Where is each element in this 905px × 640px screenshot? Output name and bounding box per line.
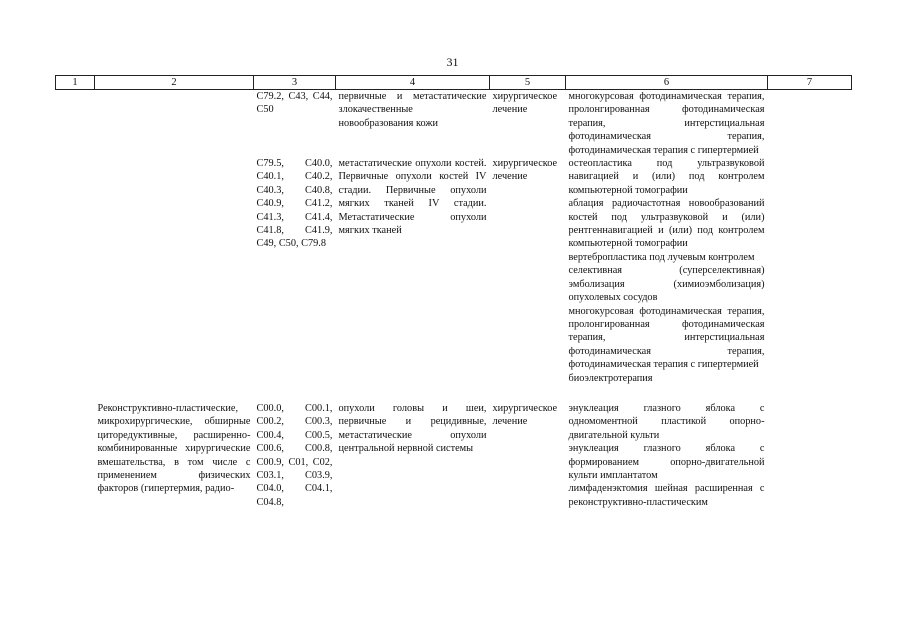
- cell-norm: [768, 90, 852, 158]
- method-line: остеопластика под ультразвуковой навигацией и (или) под контролем компьютерной томографии: [568, 158, 765, 196]
- cell-treatment-method: [566, 90, 768, 158]
- header-col-3: 3: [254, 76, 336, 90]
- header-col-4: 4: [336, 76, 490, 90]
- method-line: селективная (суперселективная) эмболизация (химиоэмболизация) опухолевых сосудов: [568, 265, 765, 304]
- cell-number: [56, 90, 95, 158]
- header-col-7: 7: [768, 76, 852, 90]
- cell-number: [56, 402, 95, 509]
- method-line: вертебропластика под лучевым контролем: [568, 251, 755, 263]
- table-row: [56, 402, 852, 509]
- cell-diagnosis: метастатические опухоли костей. Первичные опухоли костей IV стадии. Первичные опухоли мягких тканей IV стадии. Метастатические опухоли мягких тканей: [338, 158, 487, 237]
- method-line: биоэлектротерапия: [568, 372, 653, 384]
- header-col-1: 1: [56, 76, 95, 90]
- table-row: [56, 157, 852, 385]
- spacer-cell: [56, 385, 852, 402]
- services-table: [55, 75, 852, 509]
- cell-service-name: [95, 157, 254, 385]
- cell-treatment-type: хирургическое лечение: [492, 91, 558, 116]
- cell-icd-codes: C79.5, C40.0, C40.1, C40.2, C40.3, C40.8, C40.9, C41.2, C41.3, C41.4, C41.8, C41.9, C49, C50, C79.8: [256, 158, 333, 250]
- cell-norm: [768, 157, 852, 385]
- cell-service-name: Реконструктивно-пластические, микрохирургические, обширные циторедуктивные, расширенно-комбинированные хирургические вмешательства, в том числе с применением физических факторов (гипертермия, радио-: [97, 402, 251, 495]
- cell-diagnosis: первичные и метастатические злокачественные новообразования кожи: [338, 91, 487, 129]
- cell-icd-codes: C00.0, C00.1, C00.2, C00.3, C00.4, C00.5, C00.6, C00.8, C00.9, C01, C02, C03.1, C03.9, C04.0, C04.1, C04.8,: [256, 402, 333, 508]
- cell-service-name: [95, 90, 254, 158]
- method-line: аблация радиочастотная новообразований костей под ультразвуковой и (или) рентгеннавигацией и (или) под контролем компьютерной томографии: [568, 198, 765, 250]
- header-col-6: 6: [566, 76, 768, 90]
- method-line: энуклеация глазного яблока с одномоментной пластикой опорно-двигательной культи: [568, 402, 765, 441]
- cell-treatment-type: хирургическое лечение: [492, 402, 558, 428]
- cell-treatment-type: хирургическое лечение: [492, 158, 558, 183]
- method-line: многокурсовая фотодинамическая терапия, пролонгированная фотодинамическая терапия, интерстициальная фотодинамическая терапия, фотодинамическая терапия с гипертермией: [568, 305, 765, 371]
- cell-icd-codes: C79.2, C43, C44, C50: [256, 91, 333, 116]
- method-line: многокурсовая фотодинамическая терапия, пролонгированная фотодинамическая терапия, интерстициальная фотодинамическая терапия, фотодинамическая терапия с гипертермией: [568, 91, 765, 156]
- table-row: [56, 90, 852, 158]
- header-col-2: 2: [95, 76, 254, 90]
- cell-treatment-method: [566, 402, 768, 509]
- method-line: энуклеация глазного яблока с формированием опорно-двигательной культи имплантатом: [568, 443, 765, 481]
- cell-number: [56, 157, 95, 385]
- cell-diagnosis: опухоли головы и шеи, первичные и рецидивные, метастатические опухоли центральной нервной системы: [338, 402, 487, 455]
- row-spacer: [56, 385, 852, 402]
- page-number: 31: [446, 55, 459, 69]
- header-row: [56, 76, 852, 90]
- header-col-5: 5: [490, 76, 566, 90]
- cell-norm: [768, 402, 852, 509]
- cell-treatment-method: [566, 157, 768, 385]
- method-line: лимфаденэктомия шейная расширенная с реконструктивно-пластическим: [568, 483, 765, 508]
